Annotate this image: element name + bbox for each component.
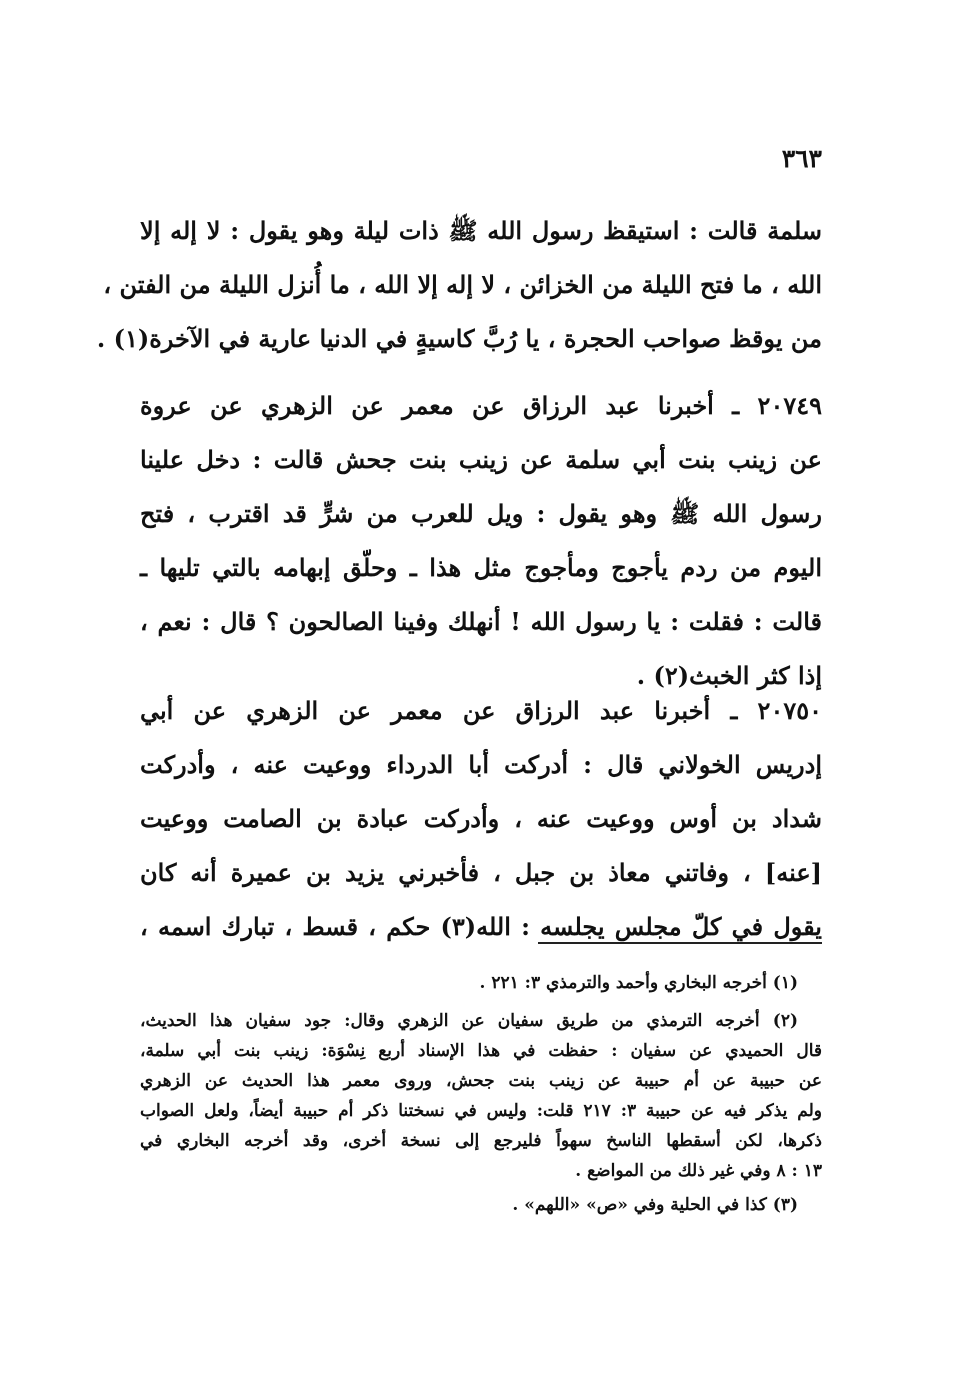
footnote-separator xyxy=(538,942,822,944)
text-line: الله ، ما فتح الليلة من الخزائن ، لا إله إلا الله ، ما أُنزل الليلة من الفتن ، xyxy=(103,270,822,299)
text-line: إذا كثر الخبث(٢) . xyxy=(636,661,822,690)
footnote-line: قال الحميدي عن سفيان : حفظت في هذا الإسناد أربع نِسْوَة: زينب بنت أبي سلمة، xyxy=(140,1041,822,1061)
paragraph-intro xyxy=(96,204,822,366)
text-line: رسول الله ﷺ وهو يقول : ويل للعرب من شرٍّ قد اقترب ، فتح xyxy=(140,499,822,528)
text-line: إدريس الخولاني قال : أدركت أبا الدرداء ووعيت عنه ، وأدركت xyxy=(140,750,822,779)
footnote-line: (٣) كذا في الحلية وفي «ص» «اللهم» . xyxy=(512,1195,798,1215)
text-line: يقول في كلّ مجلس يجلسه : الله(٣) حكم ، قسط ، تبارك اسمه ، xyxy=(140,912,822,941)
footnote-line: ولم يذكر فيه عن حبيبة ٣: ٢١٧ قلت: وليس في نسختنا ذكر أم حبيبة أيضاً، ولعل الصواب xyxy=(140,1101,822,1121)
text-line: من يوقظ صواحب الحجرة ، يا رُبَّ كاسيةٍ في الدنيا عارية في الآخرة(١) . xyxy=(96,324,822,353)
footnote-1 xyxy=(140,968,822,998)
footnote-line: (٢) أخرجه الترمذي من طريق سفيان عن الزهري وقال: جود سفيان هذا الحديث، xyxy=(140,1011,798,1031)
text-line: اليوم من ردم يأجوج ومأجوج مثل هذا ـ وحلّق إبهامه بالتي تليها ـ xyxy=(140,553,822,582)
footnotes xyxy=(140,968,822,1220)
footnote-line: (١) أخرجه البخاري وأحمد والترمذي ٣: ٢٢١ . xyxy=(479,973,798,993)
page-number: ٣٦٣ xyxy=(781,144,822,173)
text-line: عن زينب بنت أبي سلمة عن زينب بنت جحش قالت : دخل علينا xyxy=(140,445,822,474)
hadith-20749 xyxy=(140,379,822,703)
footnote-3 xyxy=(140,1190,822,1220)
footnote-2 xyxy=(140,1006,822,1186)
text-line: شداد بن أوس ووعيت عنه ، وأدركت عبادة بن الصامت ووعيت xyxy=(140,804,822,833)
footnote-line: ١٣ : ٨ وفي غير ذلك من المواضع . xyxy=(575,1161,822,1181)
text-line: قالت : فقلت : يا رسول الله ! أنهلك وفينا الصالحون ؟ قال : نعم ، xyxy=(140,607,822,636)
hadith-20750 xyxy=(140,684,822,954)
footnote-line: عن حبيبة عن أم حبيبة عن زينب بنت جحش، وروى معمر هذا الحديث عن الزهري xyxy=(140,1071,822,1091)
footnote-line: ذكرها، لكن أسقطها الناسخ سهواً فليرجع إلى نسخة أخرى، وقد أخرجه البخاري في xyxy=(140,1131,822,1151)
hadith-first-line: ٢٠٧٥٠ ـ أخبرنا عبد الرزاق عن معمر عن الزهري عن أبي xyxy=(140,696,822,725)
text-line: سلمة قالت : استيقظ رسول الله ﷺ ذات ليلة وهو يقول : لا إله إلا xyxy=(140,216,822,245)
hadith-first-line: ٢٠٧٤٩ ـ أخبرنا عبد الرزاق عن معمر عن الزهري عن عروة xyxy=(140,391,822,420)
text-line: [عنه] ، وفاتني معاذ بن جبل ، فأخبرني يزيد بن عميرة أنه كان xyxy=(140,858,822,887)
